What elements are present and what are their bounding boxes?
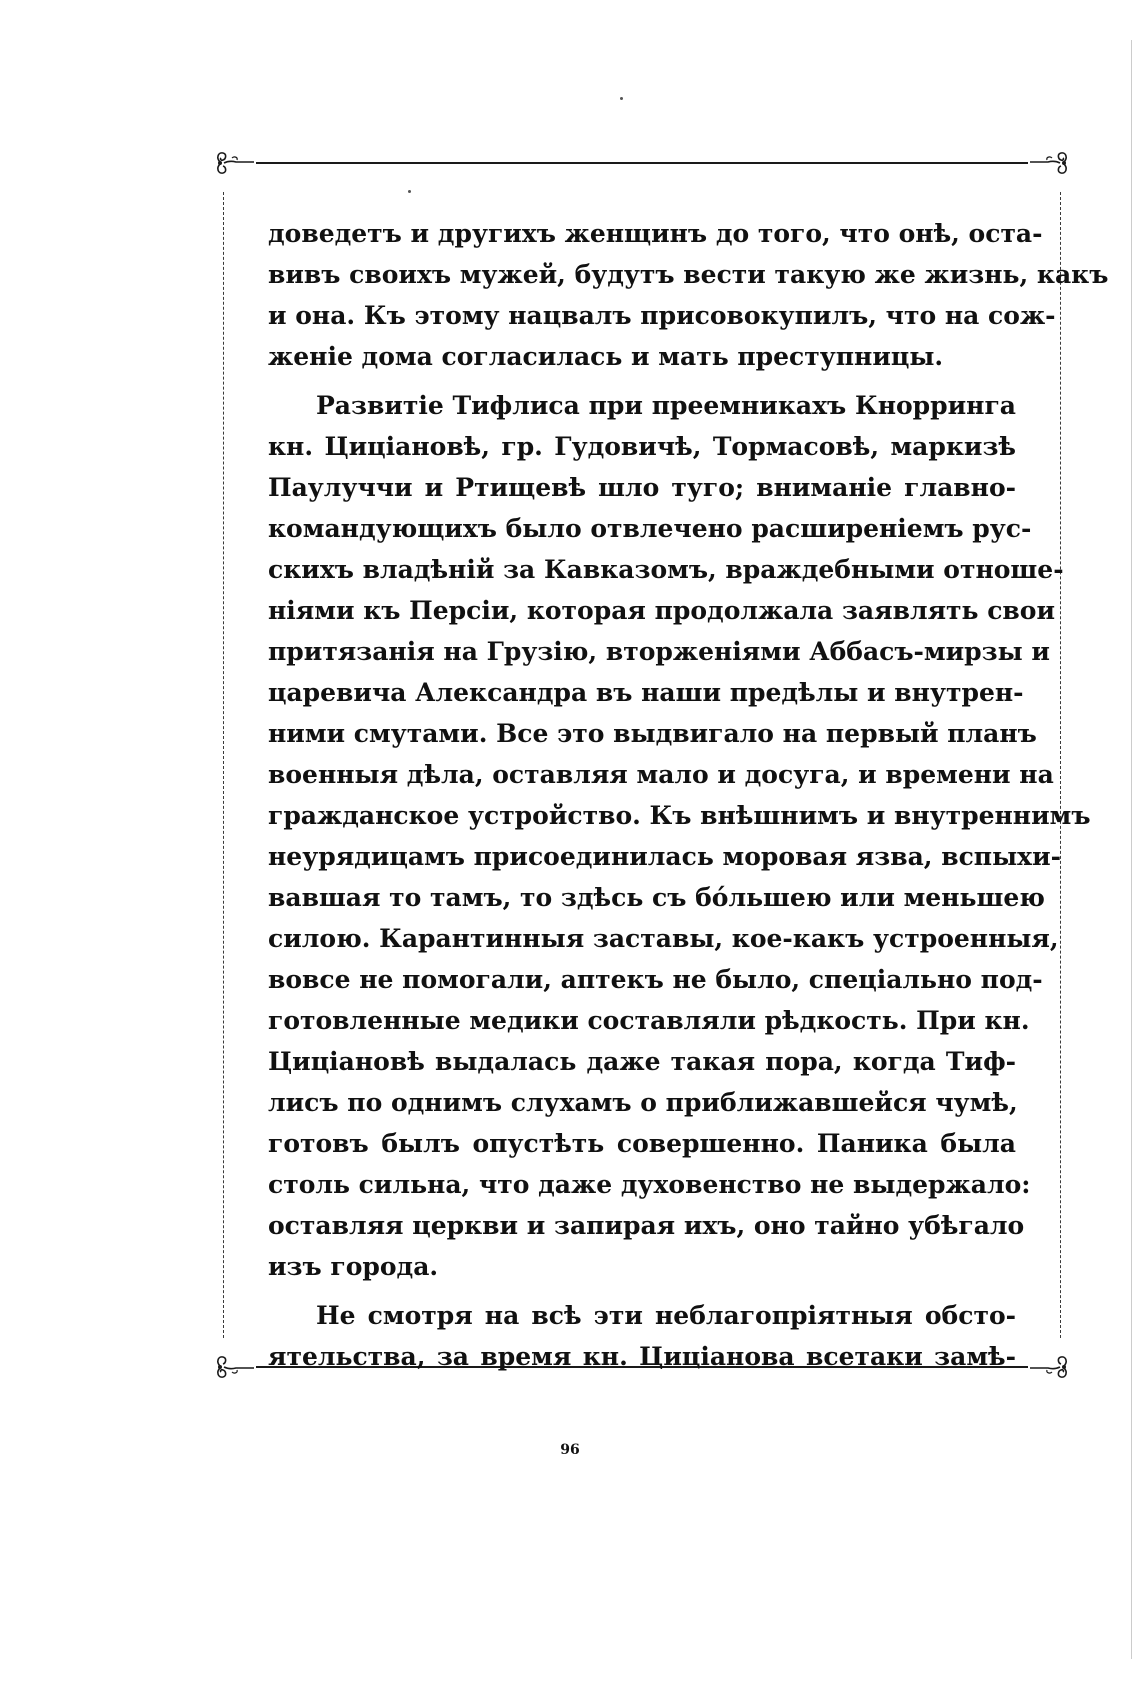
text-line: скихъ владѣній за Кавказомъ, враждебными отноше-: [268, 555, 1064, 584]
text-line: вивъ своихъ мужей, будутъ вести такую же жизнь, какъ: [268, 260, 1109, 289]
text-line: силою. Карантинныя заставы, кое-какъ устроенныя,: [268, 924, 1059, 953]
text-line: оставляя церкви и запирая ихъ, оно тайно убѣгало: [268, 1211, 1025, 1240]
text-line: притязанія на Грузію, вторженіями Аббасъ-мирзы и: [268, 637, 1050, 666]
text-line: неурядицамъ присоединилась моровая язва, вспыхи-: [268, 842, 1061, 871]
text-line: вавшая то тамъ, то здѣсь съ бо́льшею или меньшею: [268, 883, 1045, 912]
text-line: лисъ по однимъ слухамъ о приближавшейся чумѣ,: [268, 1088, 1018, 1117]
text-line: ними смутами. Все это выдвигало на первый планъ: [268, 719, 1037, 748]
text-line: вовсе не помогали, аптекъ не было, спеціально под-: [268, 965, 1043, 994]
paper-speck: [620, 97, 623, 100]
corner-ornament-icon: [1030, 148, 1070, 178]
page-number: 96: [560, 1442, 580, 1458]
text-line: столь сильна, что даже духовенство не выдержало:: [268, 1170, 1031, 1199]
text-line: готовъ былъ опустѣть совершенно. Паника была: [268, 1129, 1016, 1158]
text-line: и она. Къ этому нацвалъ присовокупилъ, что на сож-: [268, 301, 1056, 330]
paragraph: [268, 213, 1109, 377]
text-line: готовленные медики составляли рѣдкость. При кн.: [268, 1006, 1030, 1035]
text-line: гражданское устройство. Къ внѣшнимъ и внутреннимъ: [268, 801, 1091, 830]
text-line: Не смотря на всѣ эти неблагопріятныя обсто-: [316, 1301, 1016, 1330]
text-line: ніями къ Персіи, которая продолжала заявлять свои: [268, 596, 1056, 625]
text-line: царевича Александра въ наши предѣлы и внутрен-: [268, 678, 1024, 707]
text-line: Паулуччи и Ртищевѣ шло туго; вниманіе главно-: [268, 473, 1016, 502]
text-line: Развитіе Тифлиса при преемникахъ Кнорринга: [316, 391, 1016, 420]
text-line: Циціановѣ выдалась даже такая пора, когда Тиф-: [268, 1047, 1016, 1076]
paragraph: [268, 385, 1091, 1287]
text-line: кн. Циціановѣ, гр. Гудовичѣ, Тормасовѣ, маркизѣ: [268, 432, 1016, 461]
paragraph: [268, 1295, 1016, 1377]
frame-top-rule: [256, 162, 1028, 164]
corner-ornament-icon: [214, 148, 254, 178]
text-line: изъ города.: [268, 1252, 439, 1281]
text-line: доведетъ и другихъ женщинъ до того, что онѣ, оста-: [268, 219, 1043, 248]
page-edge-line: [1131, 40, 1132, 1659]
frame-right-rule: [1060, 192, 1061, 1338]
frame-left-rule: [223, 192, 224, 1338]
text-line: ятельства, за время кн. Циціанова всетаки замѣ-: [268, 1342, 1016, 1371]
text-line: командующихъ было отвлечено расширеніемъ рус-: [268, 514, 1032, 543]
body-text: [268, 213, 1109, 1377]
corner-ornament-icon: [214, 1352, 254, 1382]
text-line: военныя дѣла, оставляя мало и досуга, и времени на: [268, 760, 1054, 789]
text-line: женіе дома согласилась и мать преступницы.: [268, 342, 944, 371]
corner-ornament-icon: [1030, 1352, 1070, 1382]
